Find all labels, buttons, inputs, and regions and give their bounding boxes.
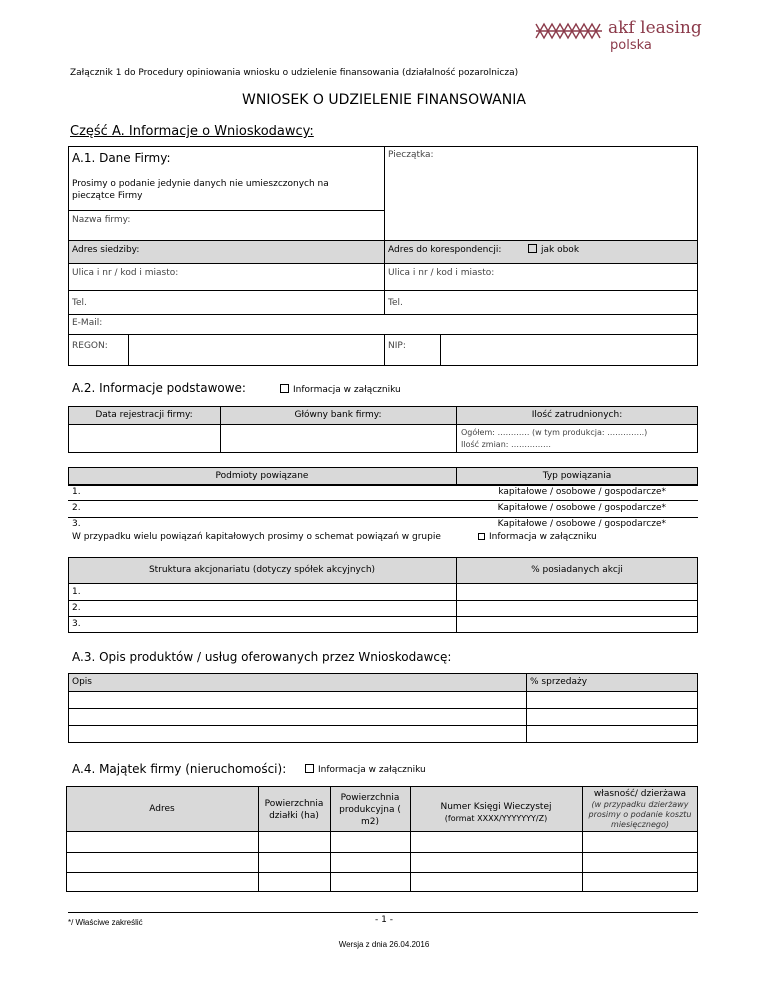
a2-attach-label: Informacja w załączniku: [293, 385, 401, 395]
regon-field[interactable]: REGON:: [72, 341, 108, 351]
a3-heading: A.3. Opis produktów / usług oferowanych przez Wnioskodawcę:: [72, 650, 452, 664]
checkbox-icon: [305, 764, 314, 773]
relation-type-2[interactable]: Kapitałowe / osobowe / gospodarcze*: [497, 503, 666, 513]
corr-label: Adres do korespondencji:: [388, 245, 502, 255]
own-note: (w przypadku dzierżawy prosimy o podanie kosztu miesięcznego): [588, 800, 692, 829]
version-note: Wersja z dnia 26.04.2016: [338, 940, 430, 949]
shareholders-header: Struktura akcjonariatu (dotyczy spółek akcyjnych): [148, 565, 376, 575]
checkbox-icon: [528, 244, 537, 253]
header-note: Załącznik 1 do Procedury opiniowania wniosku o udzielenie finansowania (działalność pozarolnicza): [70, 68, 519, 78]
a1-heading: A.1. Dane Firmy:: [72, 151, 171, 165]
tel1-field[interactable]: Tel.: [72, 298, 87, 308]
shareholder-row-1: 1.: [72, 587, 81, 597]
same-label: jak obok: [541, 245, 580, 255]
document-title: WNIOSEK O UDZIELENIE FINANSOWANIA: [242, 92, 526, 108]
employees-total[interactable]: Ogółem: ………… (w tym produkcja: …………..): [461, 428, 648, 437]
related-header: Podmioty powiązane: [215, 471, 309, 481]
shareholder-row-3: 3.: [72, 619, 81, 629]
related-row-2: 2.: [72, 503, 81, 513]
relation-type-header: Typ powiązania: [542, 471, 612, 481]
scheme-attach-checkbox[interactable]: [478, 532, 597, 542]
scheme-note: W przypadku wielu powiązań kapitałowych prosimy o schemat powiązań w grupie: [72, 532, 441, 542]
plot-header: Powierzchnia działki (ha): [264, 799, 324, 821]
email-field[interactable]: E-Mail:: [72, 318, 103, 328]
checkbox-icon: [280, 384, 289, 393]
shares-pct-header: % posiadanych akcji: [531, 565, 623, 575]
stamp-label: Pieczątka:: [388, 150, 434, 160]
logo-sub: polska: [610, 38, 652, 53]
a4-attach-label: Informacja w załączniku: [318, 765, 426, 775]
part-a-heading: Część A. Informacje o Wnioskodawcy:: [70, 124, 314, 139]
hq-street-field[interactable]: Ulica i nr / kod i miasto:: [72, 268, 179, 278]
desc-header: Opis: [72, 677, 92, 687]
employees-header: Ilość zatrudnionych:: [531, 410, 623, 420]
prod-header: Powierzchnia produkcyjna ( m2): [339, 793, 401, 827]
corr-street-field[interactable]: Ulica i nr / kod i miasto:: [388, 268, 495, 278]
kw-header: Numer Księgi Wieczystej: [440, 802, 552, 812]
akf-logo-mark-icon: [534, 22, 604, 40]
nip-field[interactable]: NIP:: [388, 341, 406, 351]
related-row-3: 3.: [72, 519, 81, 529]
kw-format: (format XXXX/YYYYYYY/Z): [444, 814, 548, 823]
addr-header: Adres: [149, 804, 175, 814]
hq-label: Adres siedziby:: [72, 245, 140, 255]
scheme-attach-label: Informacja w załączniku: [489, 532, 597, 542]
checkbox-icon: [478, 533, 485, 540]
a4-attach-checkbox[interactable]: [305, 764, 426, 775]
page-number: - 1 -: [375, 915, 393, 925]
a1-note: Prosimy o podanie jedynie danych nie umieszczonych na pieczątce Firmy: [72, 179, 329, 201]
bank-header: Główny bank firmy:: [294, 410, 382, 420]
tel2-field[interactable]: Tel.: [388, 298, 403, 308]
reg-date-header: Data rejestracji firmy:: [95, 410, 193, 420]
company-name-field[interactable]: Nazwa firmy:: [72, 215, 131, 225]
sales-header: % sprzedaży: [530, 677, 588, 687]
shifts-field[interactable]: Ilość zmian: ……………: [461, 440, 552, 449]
a2-attach-checkbox[interactable]: [280, 384, 401, 395]
a4-heading: A.4. Majątek firmy (nieruchomości):: [72, 762, 287, 776]
own-header: własność/ dzierżawa: [593, 789, 687, 799]
a2-heading: A.2. Informacje podstawowe:: [72, 381, 246, 395]
footer-note: */ Właściwe zakreślić: [68, 918, 143, 927]
logo-brand: akf leasing: [608, 18, 702, 38]
same-checkbox[interactable]: [528, 244, 579, 255]
relation-type-1[interactable]: kapitałowe / osobowe / gospodarcze*: [498, 487, 666, 497]
related-row-1: 1.: [72, 487, 81, 497]
shareholder-row-2: 2.: [72, 603, 81, 613]
relation-type-3[interactable]: Kapitałowe / osobowe / gospodarcze*: [497, 519, 666, 529]
